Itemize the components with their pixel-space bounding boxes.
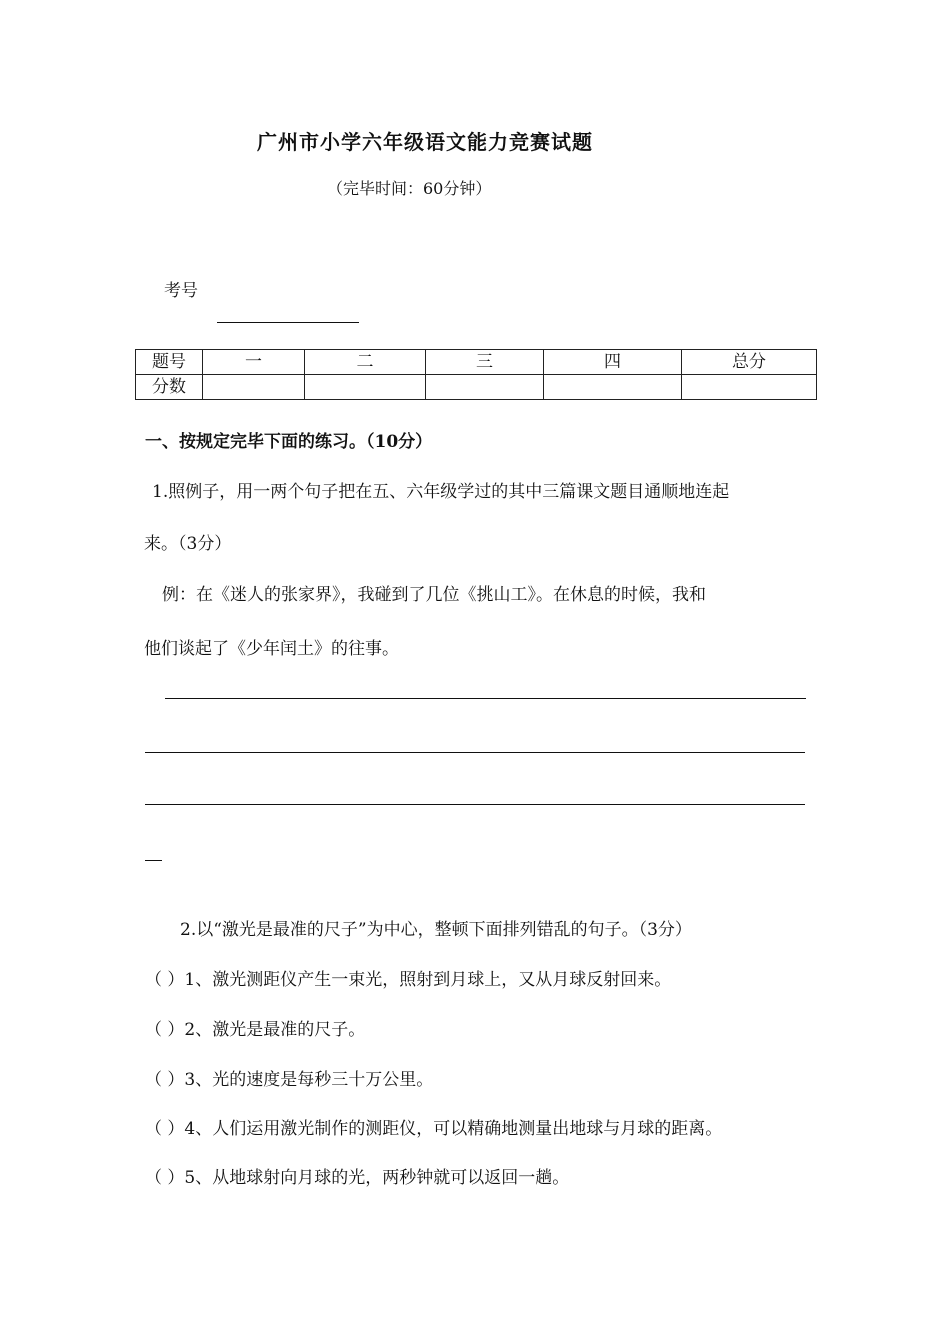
answer-line-4[interactable]: [145, 860, 162, 861]
score-table-header-row: [136, 350, 817, 375]
table-cell: 总分: [682, 350, 817, 375]
q2-item-4: （ ）4、人们运用激光制作的测距仪，可以精确地测量出地球与月球的距离。: [145, 1119, 723, 1139]
q1-example-line-1: 例：在《迷人的张家界》，我碰到了几位《挑山工》。在休息的时候，我和: [162, 585, 706, 605]
q1-text-line-1: 1.照例子，用一两个句子把在五、六年级学过的其中三篇课文题目通顺地连起: [152, 482, 730, 502]
q2-item-5: （ ）5、从地球射向月球的光，两秒钟就可以返回一趟。: [145, 1168, 570, 1188]
table-cell: 三: [426, 350, 544, 375]
answer-line-3[interactable]: [145, 804, 805, 805]
exam-number-blank[interactable]: [217, 322, 359, 323]
answer-line-1[interactable]: [165, 698, 806, 699]
q2-item-3: （ ）3、光的速度是每秒三十万公里。: [145, 1070, 434, 1090]
q2-item-1: （ ）1、激光测距仪产生一束光，照射到月球上，又从月球反射回来。: [145, 970, 672, 990]
score-cell[interactable]: [203, 375, 305, 400]
exam-number-label: 考号: [164, 281, 198, 301]
score-cell[interactable]: [544, 375, 682, 400]
section-1-heading: 一、按规定完毕下面的练习。（10分）: [145, 432, 433, 452]
page-title: 广州市小学六年级语文能力竞赛试题: [257, 130, 593, 154]
score-cell[interactable]: [305, 375, 426, 400]
answer-line-2[interactable]: [145, 752, 805, 753]
table-cell: 四: [544, 350, 682, 375]
score-table: [135, 349, 817, 400]
table-cell: 分数: [136, 375, 203, 400]
q1-text-line-2: 来。（3分）: [144, 534, 232, 554]
q2-prompt: 2.以“激光是最准的尺子”为中心，整顿下面排列错乱的句子。（3分）: [180, 920, 692, 940]
score-cell[interactable]: [682, 375, 817, 400]
q1-example-line-2: 他们谈起了《少年闰土》的往事。: [144, 639, 399, 659]
time-note: （完毕时间：60分钟）: [327, 179, 492, 198]
table-cell: 一: [203, 350, 305, 375]
score-cell[interactable]: [426, 375, 544, 400]
q2-item-2: （ ）2、激光是最准的尺子。: [145, 1020, 366, 1040]
score-table-score-row: [136, 375, 817, 400]
table-cell: 二: [305, 350, 426, 375]
table-cell: 题号: [136, 350, 203, 375]
